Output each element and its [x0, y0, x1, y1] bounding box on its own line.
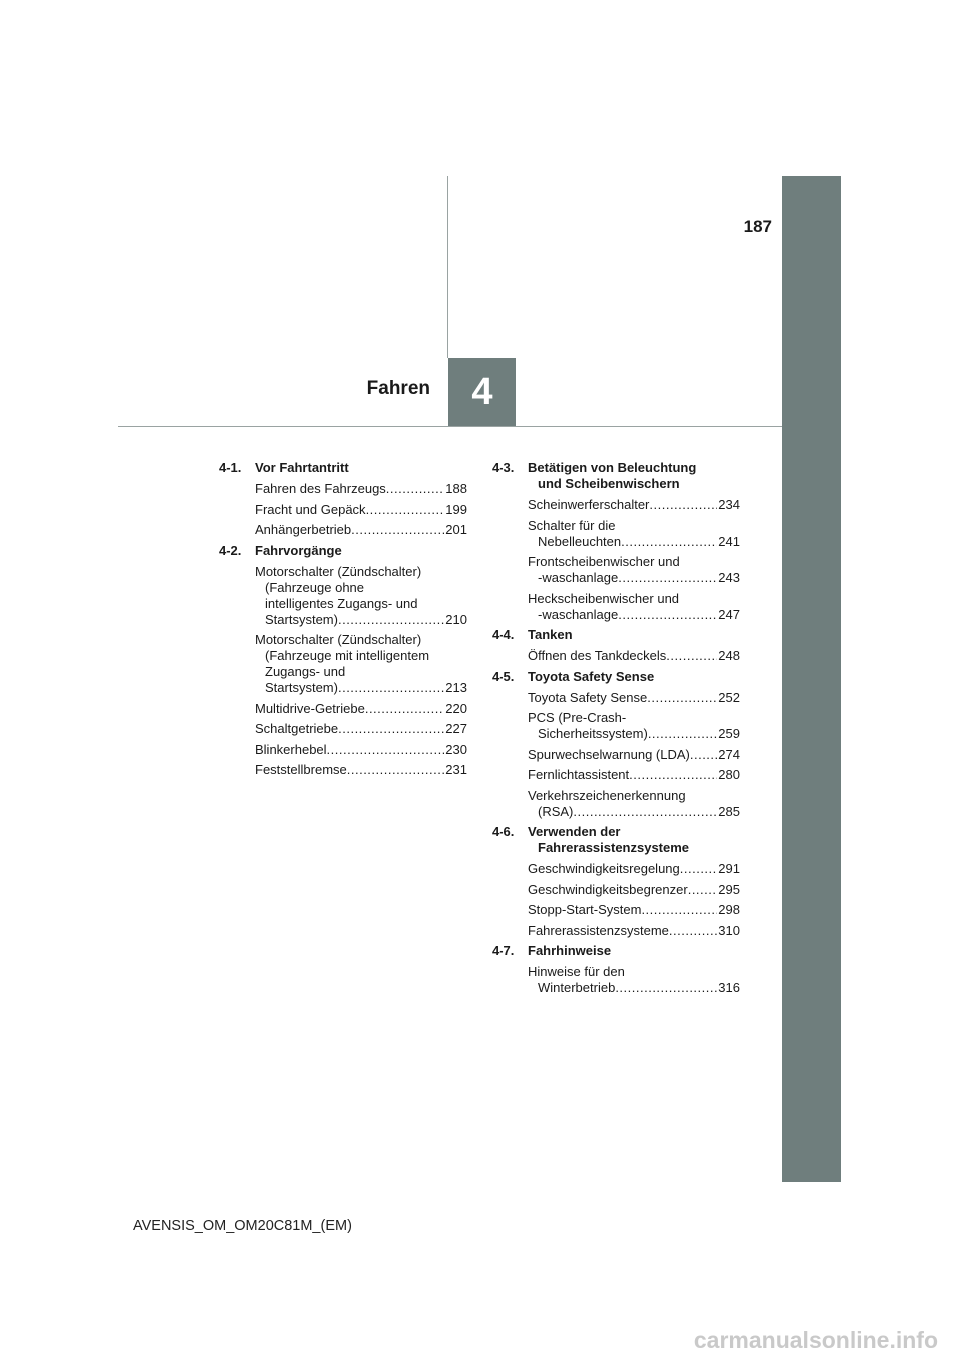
section-heading: [219, 543, 467, 559]
section-heading: [492, 824, 740, 856]
dot-leader: [647, 690, 717, 706]
toc-section: [492, 627, 740, 664]
toc-entry: [492, 861, 740, 877]
entry-last-line: [528, 767, 740, 783]
entry-title: Geschwindigkeitsregelung: [528, 861, 680, 876]
dot-leader: [648, 726, 717, 742]
dot-leader: [618, 570, 717, 586]
dot-leader: [366, 502, 445, 518]
vertical-rule: [447, 176, 448, 358]
section-heading: [219, 460, 467, 476]
entry-last-line: [255, 502, 467, 518]
toc-entry: [219, 632, 467, 696]
entry-page-number: 234: [718, 497, 740, 512]
entry-last-line: [255, 481, 467, 497]
entry-last-line: [255, 721, 467, 737]
section-number: 4-4.: [492, 627, 515, 642]
entry-last-line: [255, 742, 467, 758]
entry-last-line: [528, 980, 740, 996]
dot-leader: [386, 481, 445, 497]
toc-column-left: [219, 460, 467, 783]
entry-title: Fracht und Gepäck: [255, 501, 366, 517]
section-number: 4-5.: [492, 668, 515, 684]
entry-last-line: [255, 612, 467, 628]
entry-last-line: [528, 497, 740, 513]
entry-page-number: 298: [718, 902, 740, 917]
entry-page-number: 248: [718, 648, 740, 663]
section-heading: [492, 460, 740, 492]
entry-line: Motorschalter (Zündschalter): [255, 632, 422, 647]
entry-line: Motorschalter (Zündschalter): [255, 563, 422, 579]
dot-leader: [327, 742, 445, 758]
entry-title: Startsystem): [265, 611, 338, 627]
chapter-number-badge: 4: [448, 358, 516, 426]
toc-entry: [219, 721, 467, 737]
page-number: 187: [743, 217, 772, 236]
entry-page-number: 220: [445, 700, 467, 716]
dot-leader: [690, 747, 717, 763]
dot-leader: [688, 882, 718, 898]
toc-section: [219, 460, 467, 538]
entry-last-line: [528, 804, 740, 820]
toc-entry: [492, 648, 740, 664]
entry-page-number: 280: [718, 767, 740, 782]
dot-leader: [347, 762, 445, 778]
document-code-footer: AVENSIS_OM_OM20C81M_(EM): [133, 1218, 352, 1234]
toc-entry: [219, 502, 467, 518]
entry-last-line: [255, 680, 467, 696]
section-title-line: Verwenden der: [528, 824, 621, 839]
section-title-line: Vor Fahrtantritt: [255, 460, 349, 475]
dot-leader: [338, 721, 444, 737]
dot-leader: [666, 648, 717, 664]
section-heading: [492, 943, 740, 959]
entry-page-number: 291: [718, 861, 740, 876]
dot-leader: [365, 701, 444, 717]
entry-title: Spurwechselwarnung (LDA): [528, 746, 690, 762]
section-number: 4-6.: [492, 824, 515, 839]
section-title-line: Fahrvorgänge: [255, 542, 342, 558]
section-title: [528, 460, 740, 492]
toc-entry: [492, 554, 740, 586]
entry-title: Schaltgetriebe: [255, 721, 339, 736]
dot-leader: [351, 522, 444, 538]
toc-entry: [219, 481, 467, 497]
dot-leader: [338, 612, 444, 628]
toc-entry: [219, 564, 467, 628]
section-number: 4-1.: [219, 460, 242, 475]
dot-leader: [649, 497, 717, 513]
toc-entry: [492, 710, 740, 742]
entry-title: Blinkerhebel: [255, 741, 327, 757]
entry-page-number: 199: [445, 501, 467, 517]
entry-title: -waschanlage: [538, 570, 619, 585]
entry-page-number: 188: [445, 481, 467, 496]
entry-title: Toyota Safety Sense: [528, 689, 648, 705]
toc-entry: [219, 762, 467, 778]
toc-entry: [219, 701, 467, 717]
entry-line: (Fahrzeuge ohne: [265, 579, 365, 595]
entry-last-line: [528, 882, 740, 898]
entry-last-line: [528, 534, 740, 550]
dot-leader: [641, 902, 717, 918]
entry-last-line: [528, 861, 740, 877]
section-number: 4-2.: [219, 542, 242, 558]
toc-section: [492, 669, 740, 820]
entry-last-line: [528, 570, 740, 586]
dot-leader: [621, 534, 717, 550]
entry-line: (Fahrzeuge mit intelligentem: [265, 648, 430, 663]
toc-entry: [492, 767, 740, 783]
entry-page-number: 252: [718, 689, 740, 705]
entry-title: Nebelleuchten: [538, 533, 622, 549]
dot-leader: [680, 861, 718, 877]
chapter-side-tab: [782, 176, 841, 1182]
dot-leader: [618, 607, 717, 623]
dot-leader: [573, 804, 717, 820]
section-title: [528, 943, 740, 959]
entry-page-number: 201: [445, 522, 467, 537]
entry-page-number: 316: [718, 980, 740, 995]
entry-title: Feststellbremse: [255, 762, 347, 777]
entry-title: Multidrive-Getriebe: [255, 700, 365, 716]
entry-last-line: [255, 522, 467, 538]
entry-line: Frontscheibenwischer und: [528, 554, 680, 569]
entry-title: Fahren des Fahrzeugs: [255, 481, 386, 496]
entry-page-number: 285: [718, 803, 740, 819]
section-title: [255, 543, 467, 559]
entry-page-number: 274: [718, 746, 740, 762]
dot-leader: [338, 680, 444, 696]
toc-entry: [492, 902, 740, 918]
entry-page-number: 210: [445, 611, 467, 627]
entry-page-number: 241: [718, 533, 740, 549]
chapter-title: Fahren: [366, 378, 430, 399]
section-title-line: Toyota Safety Sense: [528, 668, 655, 684]
entry-line: Verkehrszeichenerkennung: [528, 787, 686, 803]
section-heading: [492, 627, 740, 643]
toc-section: [492, 460, 740, 623]
section-title: [528, 669, 740, 685]
dot-leader: [669, 923, 717, 939]
toc-entry: [492, 497, 740, 513]
section-title-line: und Scheibenwischern: [538, 476, 680, 491]
entry-last-line: [528, 648, 740, 664]
section-title: [528, 824, 740, 856]
toc-entry: [492, 923, 740, 939]
entry-page-number: 247: [718, 606, 740, 622]
toc-entry: [492, 690, 740, 706]
entry-page-number: 295: [718, 881, 740, 897]
section-heading: [492, 669, 740, 685]
toc-entry: [492, 788, 740, 820]
entry-title: -waschanlage: [538, 606, 619, 622]
horizontal-rule: [118, 426, 782, 427]
entry-page-number: 227: [445, 721, 467, 736]
section-title: [255, 460, 467, 476]
entry-title: Stopp-Start-System: [528, 902, 642, 917]
toc-entry: [219, 522, 467, 538]
watermark: carmanualsonline.info: [693, 1327, 938, 1353]
entry-last-line: [528, 902, 740, 918]
entry-title: Fernlichtassistent: [528, 767, 630, 782]
entry-line: Zugangs- und: [265, 664, 346, 679]
entry-last-line: [528, 747, 740, 763]
entry-title: Fahrerassistenzsysteme: [528, 922, 669, 938]
dot-leader: [615, 980, 717, 996]
entry-title: Öffnen des Tankdeckels: [528, 648, 667, 663]
toc-entry: [492, 964, 740, 996]
toc-entry: [492, 518, 740, 550]
toc-entry: [219, 742, 467, 758]
entry-page-number: 259: [718, 726, 740, 741]
section-title-line: Fahrhinweise: [528, 943, 612, 958]
entry-page-number: 231: [445, 762, 467, 777]
section-title-line: Betätigen von Beleuchtung: [528, 460, 697, 475]
entry-title: Scheinwerferschalter: [528, 497, 650, 512]
entry-title: Anhängerbetrieb: [255, 522, 352, 537]
entry-title: Geschwindigkeitsbegrenzer: [528, 881, 688, 897]
entry-page-number: 310: [718, 922, 740, 938]
toc-section: [219, 543, 467, 779]
toc-column-right: [492, 460, 740, 1001]
entry-title: Sicherheitssystem): [538, 726, 648, 741]
entry-line: PCS (Pre-Crash-: [528, 710, 627, 725]
entry-line: intelligentes Zugangs- und: [265, 595, 418, 611]
entry-last-line: [528, 923, 740, 939]
toc-entry: [492, 591, 740, 623]
section-title-line: Tanken: [528, 627, 573, 642]
entry-page-number: 243: [718, 570, 740, 585]
entry-page-number: 213: [445, 680, 467, 695]
section-number: 4-7.: [492, 943, 515, 958]
entry-last-line: [528, 690, 740, 706]
entry-page-number: 230: [445, 741, 467, 757]
entry-title: Winterbetrieb: [538, 980, 616, 995]
dot-leader: [629, 767, 717, 783]
entry-line: Heckscheibenwischer und: [528, 590, 680, 606]
entry-last-line: [528, 607, 740, 623]
entry-last-line: [255, 701, 467, 717]
toc-entry: [492, 747, 740, 763]
entry-line: Schalter für die: [528, 517, 616, 533]
entry-last-line: [528, 726, 740, 742]
toc-section: [492, 943, 740, 996]
entry-title: Startsystem): [265, 680, 338, 695]
section-number: 4-3.: [492, 460, 515, 475]
toc-section: [492, 824, 740, 939]
entry-last-line: [255, 762, 467, 778]
toc-entry: [492, 882, 740, 898]
section-title: [528, 627, 740, 643]
entry-line: Hinweise für den: [528, 964, 625, 979]
entry-title: (RSA): [538, 803, 574, 819]
section-title-line: Fahrerassistenzsysteme: [538, 840, 690, 855]
